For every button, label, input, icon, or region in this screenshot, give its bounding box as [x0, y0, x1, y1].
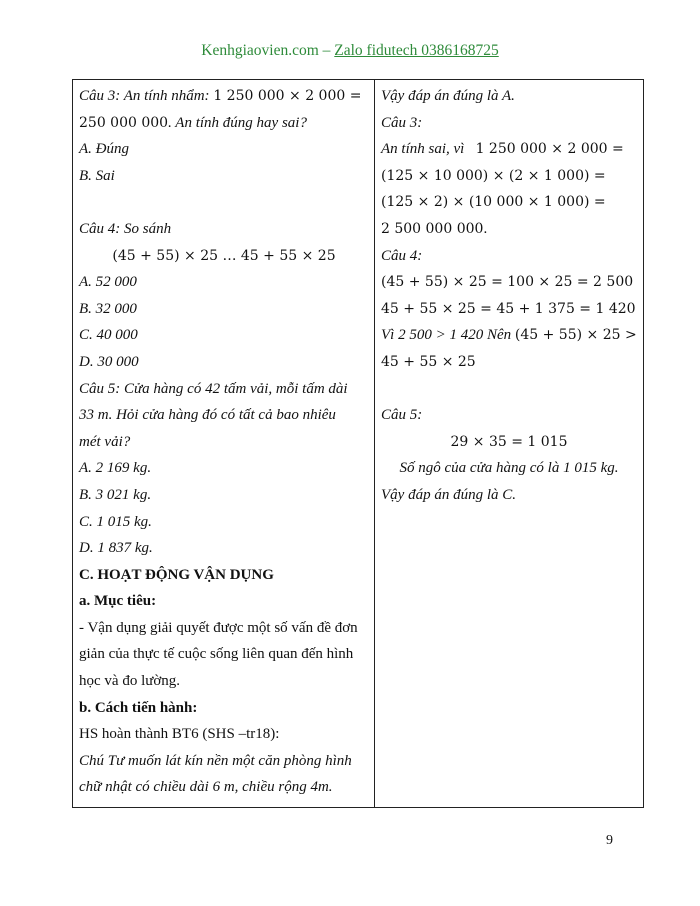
q5-option-d: D. 1 837 kg.: [79, 540, 153, 557]
goal-line3: học và đo lường.: [79, 673, 181, 690]
task-line1: Chú Tư muốn lát kín nền một căn phòng hình: [79, 752, 352, 769]
header-site-link[interactable]: Kenhgiaovien.com: [201, 42, 319, 59]
header-separator: –: [318, 42, 335, 59]
ans-q4-line2: 45 + 55 × 25 = 45 + 1 375 = 1 420: [381, 300, 636, 317]
task-line2: chữ nhật có chiều dài 6 m, chiều rộng 4m.: [79, 779, 333, 796]
goal-heading: a. Mục tiêu:: [79, 593, 157, 610]
answer-column: [375, 80, 643, 807]
q4-option-d: D. 30 000: [79, 353, 139, 370]
q5-option-b: B. 3 021 kg.: [79, 486, 152, 503]
q4-option-b: B. 32 000: [79, 300, 137, 317]
q5-line1: Câu 5: Cửa hàng có 42 tấm vải, mỗi tấm dài: [79, 380, 348, 397]
ans-q5-answer: Vậy đáp án đúng là C.: [381, 486, 516, 503]
q3-option-a: A. Đúng: [79, 141, 129, 158]
q4-option-c: C. 40 000: [79, 327, 138, 344]
q4-title: Câu 4: So sánh: [79, 220, 172, 237]
ans-q5-calc: 29 × 35 = 1 015: [450, 433, 568, 450]
q5-option-c: C. 1 015 kg.: [79, 513, 152, 530]
method-heading: b. Cách tiến hành:: [79, 699, 198, 716]
page-number: 9: [606, 833, 613, 848]
q5-option-a: A. 2 169 kg.: [79, 460, 152, 477]
activity-column: [73, 80, 375, 807]
q5-line2: 33 m. Hỏi cửa hàng đó có tất cả bao nhiêu: [79, 407, 336, 424]
ans-q3-line2: (125 × 10 000) × (2 × 1 000) =: [381, 167, 606, 184]
goal-line1: - Vận dụng giải quyết được một số vấn đề đơn: [79, 619, 358, 636]
q3-line1: Câu 3: An tính nhẩm: 1 250 000 × 2 000 =: [79, 88, 362, 104]
ans-q5-title: Câu 5:: [381, 407, 423, 424]
goal-line2: giản của thực tế cuộc sống liên quan đến hình: [79, 646, 354, 663]
ans-q5-result: Số ngô của cửa hàng có là 1 015 kg.: [399, 460, 619, 477]
ans-q3-title: Câu 3:: [381, 114, 423, 131]
lesson-table: [72, 79, 644, 808]
q3-line2: 250 000 000. An tính đúng hay sai?: [79, 114, 307, 131]
method-line1: HS hoàn thành BT6 (SHS –tr18):: [79, 726, 280, 743]
q4-option-a: A. 52 000: [79, 274, 137, 291]
page-header: [0, 42, 700, 60]
ans-q3-line4: 2 500 000 000.: [381, 220, 488, 237]
q3-option-b: B. Sai: [79, 167, 115, 184]
q4-expression: (45 + 55) × 25 … 45 + 55 × 25: [112, 247, 336, 264]
header-zalo-link[interactable]: Zalo fidutech 0386168725: [334, 42, 499, 59]
prev-answer: Vậy đáp án đúng là A.: [381, 88, 515, 104]
q5-line3: mét vải?: [79, 433, 131, 450]
ans-q3-line1: An tính sai, vì 1 250 000 × 2 000 =: [381, 141, 624, 158]
ans-q3-line3: (125 × 2) × (10 000 × 1 000) =: [381, 194, 606, 211]
ans-q4-line4: 45 + 55 × 25: [381, 353, 476, 370]
ans-q4-line3: Vì 2 500 > 1 420 Nên (45 + 55) × 25 >: [381, 327, 637, 344]
ans-q4-title: Câu 4:: [381, 247, 423, 264]
ans-q4-line1: (45 + 55) × 25 = 100 × 25 = 2 500: [381, 274, 634, 291]
section-c-heading: C. HOẠT ĐỘNG VẬN DỤNG: [79, 566, 274, 583]
